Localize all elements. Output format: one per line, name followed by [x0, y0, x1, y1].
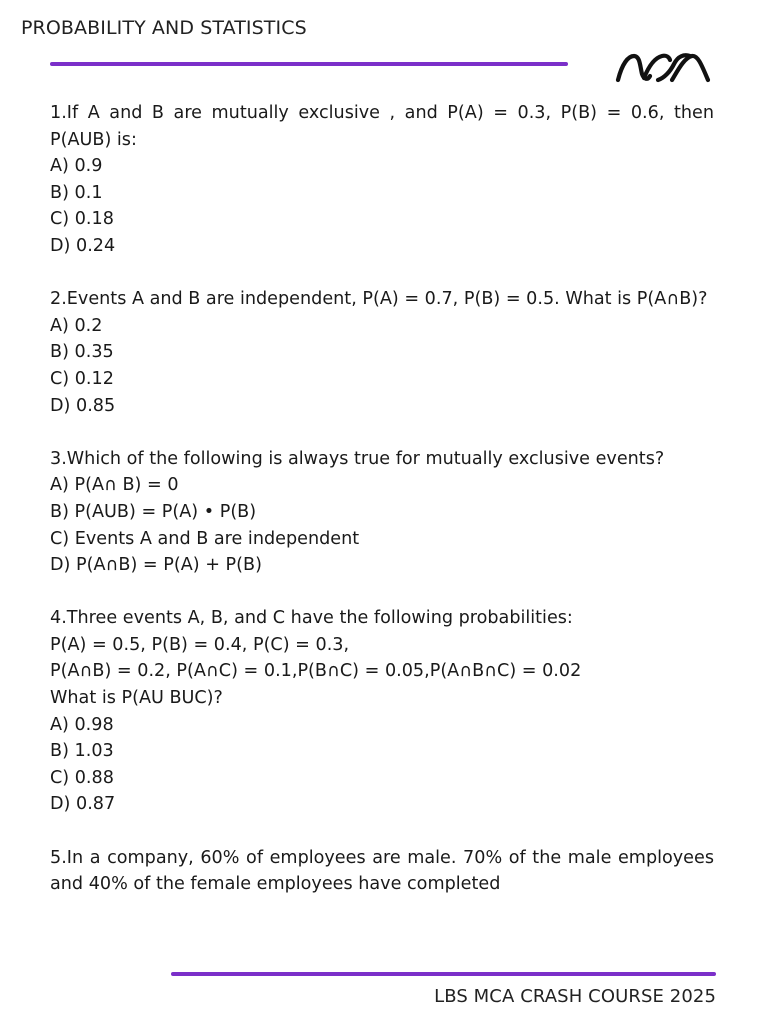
option-a: A) P(A∩ B) = 0: [50, 475, 179, 496]
question-ask-line: What is P(AU BUC)?: [50, 688, 223, 709]
option-b: B) 1.03: [50, 741, 114, 762]
question-text: 5.In a company, 60% of employees are male. 70% of the male employees and 40% of the female employees have completed: [50, 847, 714, 895]
question-4: [50, 605, 714, 818]
question-list: [50, 100, 714, 924]
footer-divider: [171, 972, 716, 976]
option-b: B) 0.35: [50, 342, 114, 363]
option-a: A) 0.98: [50, 714, 114, 735]
option-c: C) 0.88: [50, 767, 114, 788]
option-d: D) P(A∩B) = P(A) + P(B): [50, 555, 262, 576]
option-b: B) 0.1: [50, 182, 103, 203]
option-a: A) 0.2: [50, 315, 103, 336]
question-3: [50, 446, 714, 579]
option-d: D) 0.85: [50, 395, 116, 416]
header-divider: [50, 62, 568, 66]
question-2: [50, 286, 714, 419]
option-c: C) 0.12: [50, 368, 114, 389]
question-given-line: P(A) = 0.5, P(B) = 0.4, P(C) = 0.3,: [50, 634, 350, 655]
page-header-title: PROBABILITY AND STATISTICS: [21, 17, 307, 39]
mca-logo: [614, 50, 712, 84]
question-1: [50, 100, 714, 260]
question-given-line: P(A∩B) = 0.2, P(A∩C) = 0.1,P(B∩C) = 0.05,P(A∩B∩C) = 0.02: [50, 661, 582, 682]
footer-course-title: LBS MCA CRASH COURSE 2025: [434, 986, 716, 1007]
question-text: 1.If A and B are mutually exclusive , and P(A) = 0.3, P(B) = 0.6, then P(AUB) is:: [50, 103, 714, 150]
question-text: 2.Events A and B are independent, P(A) = 0.7, P(B) = 0.5. What is P(A∩B)?: [50, 289, 708, 310]
option-d: D) 0.24: [50, 235, 116, 256]
option-c: C) Events A and B are independent: [50, 528, 360, 549]
question-text: 3.Which of the following is always true for mutually exclusive events?: [50, 448, 665, 469]
option-b: B) P(AUB) = P(A) • P(B): [50, 501, 257, 522]
option-c: C) 0.18: [50, 209, 114, 230]
option-d: D) 0.87: [50, 794, 116, 815]
question-5: [50, 845, 714, 898]
question-text: 4.Three events A, B, and C have the following probabilities:: [50, 608, 573, 629]
option-a: A) 0.9: [50, 156, 103, 177]
